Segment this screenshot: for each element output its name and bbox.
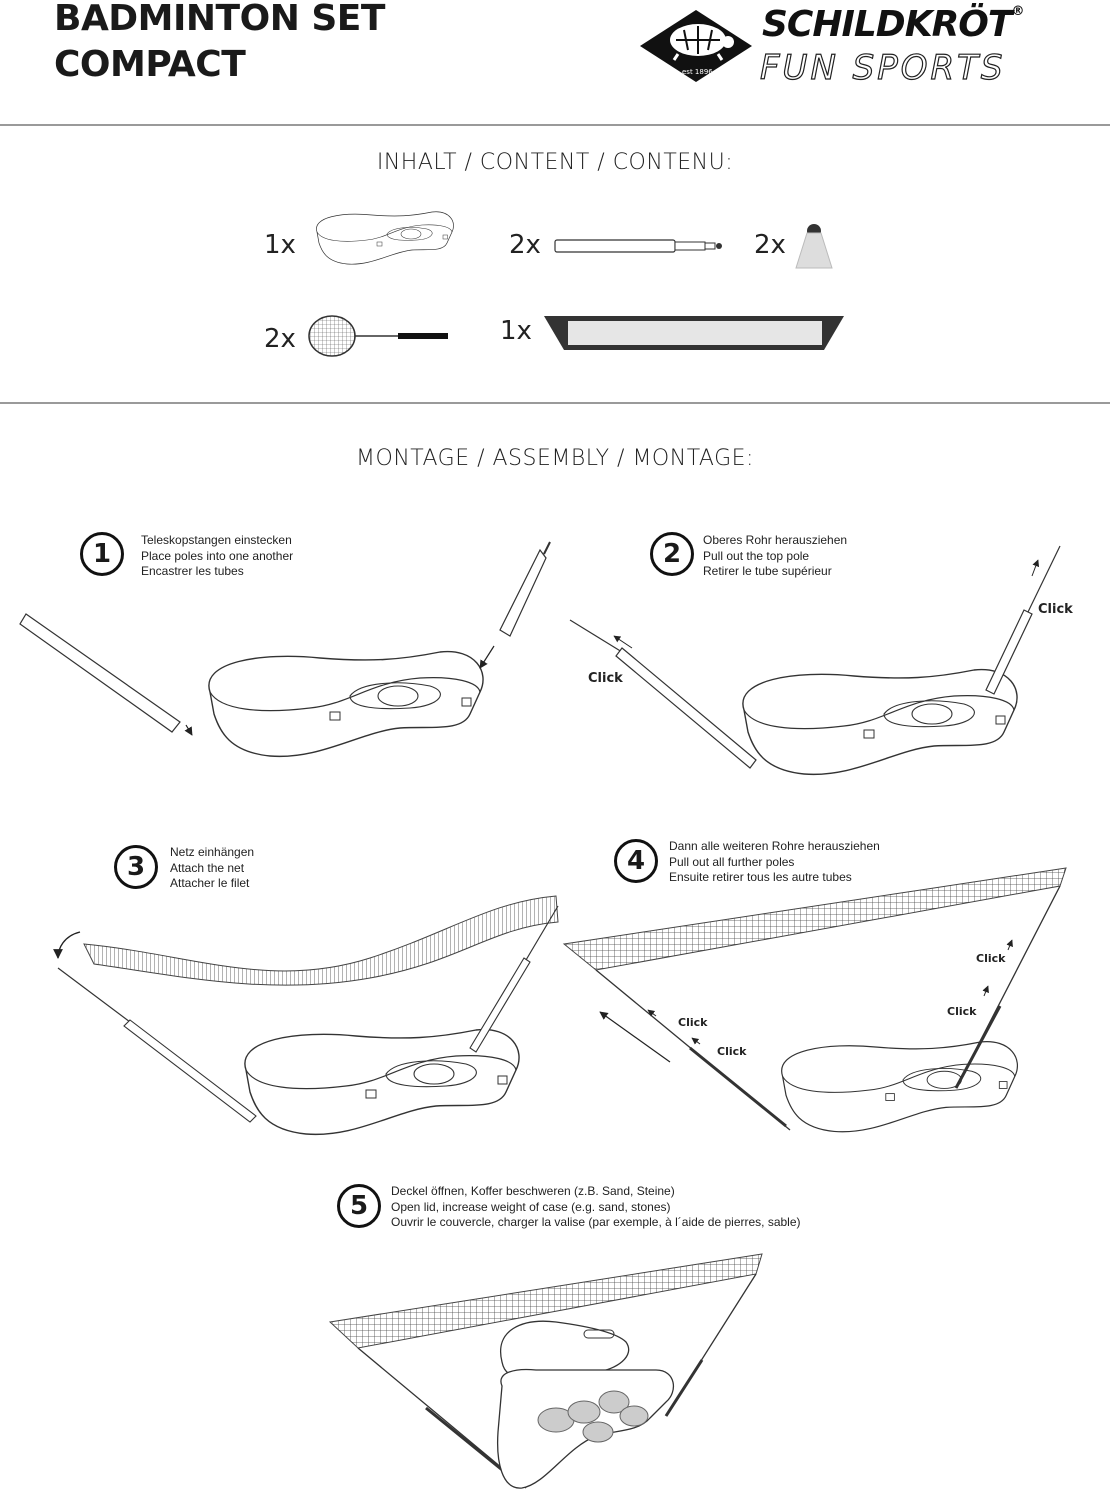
step-4-text-fr: Ensuite retirer tous les autre tubes — [669, 870, 852, 884]
step-2-number: 2 — [650, 532, 694, 576]
step-3-illustration — [50, 892, 570, 1162]
step-2-text-de: Oberes Rohr herausziehen — [703, 533, 848, 547]
click-label: Click — [717, 1045, 747, 1058]
click-label: Click — [588, 671, 623, 686]
content-heading: INHALT / CONTENT / CONTENU: — [376, 150, 734, 175]
product-title — [54, 0, 385, 88]
racket-icon — [306, 312, 456, 362]
step-4-number: 4 — [614, 839, 658, 883]
step-1-text-fr: Encastrer les tubes — [141, 564, 244, 578]
net-quantity: 1x — [500, 316, 532, 346]
step-1-number: 1 — [80, 532, 124, 576]
click-label: Click — [1038, 602, 1073, 617]
shuttlecock-icon — [794, 222, 834, 272]
step-1-text-en: Place poles into one another — [141, 548, 294, 563]
step-1-illustration — [20, 530, 580, 810]
step-2-illustration — [566, 540, 1086, 810]
step-4-text-de: Dann alle weiteren Rohre herausziehen — [669, 839, 880, 853]
step-5-text-en: Open lid, increase weight of case (e.g. sand, stones) — [391, 1199, 671, 1214]
step-3-text-en: Attach the net — [170, 860, 245, 875]
net-icon — [542, 314, 852, 354]
step-4-illustration — [560, 866, 1080, 1156]
step-3-text-fr: Attacher le filet — [170, 876, 250, 890]
click-label: Click — [678, 1016, 708, 1029]
step-5-text-fr: Ouvrir le couvercle, charger la valise (par exemple, à l´aide de pierres, sable) — [391, 1215, 801, 1229]
product-title-line-2: COMPACT — [54, 44, 246, 85]
brand-name: SCHILDKRÖT — [762, 4, 1012, 45]
divider — [0, 124, 1110, 126]
step-5-illustration — [326, 1252, 786, 1502]
step-5-instructions — [391, 1184, 801, 1231]
step-2-text-fr: Retirer le tube supérieur — [703, 564, 832, 578]
step-5-text-de: Deckel öffnen, Koffer beschweren (z.B. Sand, Steine) — [391, 1184, 675, 1198]
step-1-text-de: Teleskopstangen einstecken — [141, 533, 292, 547]
product-title-line-1: BADMINTON SET — [54, 0, 385, 39]
carry-case-icon — [312, 212, 462, 292]
step-4-text-en: Pull out all further poles — [669, 854, 795, 869]
telescopic-pole-icon — [554, 238, 724, 258]
step-2-text-en: Pull out the top pole — [703, 548, 810, 563]
brand-logo — [636, 4, 1076, 90]
step-5-number: 5 — [337, 1184, 381, 1228]
brand-tagline: FUN SPORTS — [760, 48, 1006, 88]
step-3-instructions — [170, 845, 254, 892]
brand-est: est 1896 — [682, 68, 713, 76]
step-3-text-de: Netz einhängen — [170, 845, 255, 859]
turtle-emblem-icon — [636, 6, 756, 86]
click-label: Click — [976, 952, 1006, 965]
shuttlecock-quantity: 2x — [754, 230, 786, 260]
pole-quantity: 2x — [509, 230, 541, 260]
registered-mark: ® — [1011, 4, 1024, 19]
step-3-number: 3 — [114, 845, 158, 889]
click-label: Click — [947, 1005, 977, 1018]
divider — [0, 402, 1110, 404]
racket-quantity: 2x — [264, 324, 296, 354]
assembly-heading: MONTAGE / ASSEMBLY / MONTAGE: — [356, 446, 754, 471]
case-quantity: 1x — [264, 230, 296, 260]
